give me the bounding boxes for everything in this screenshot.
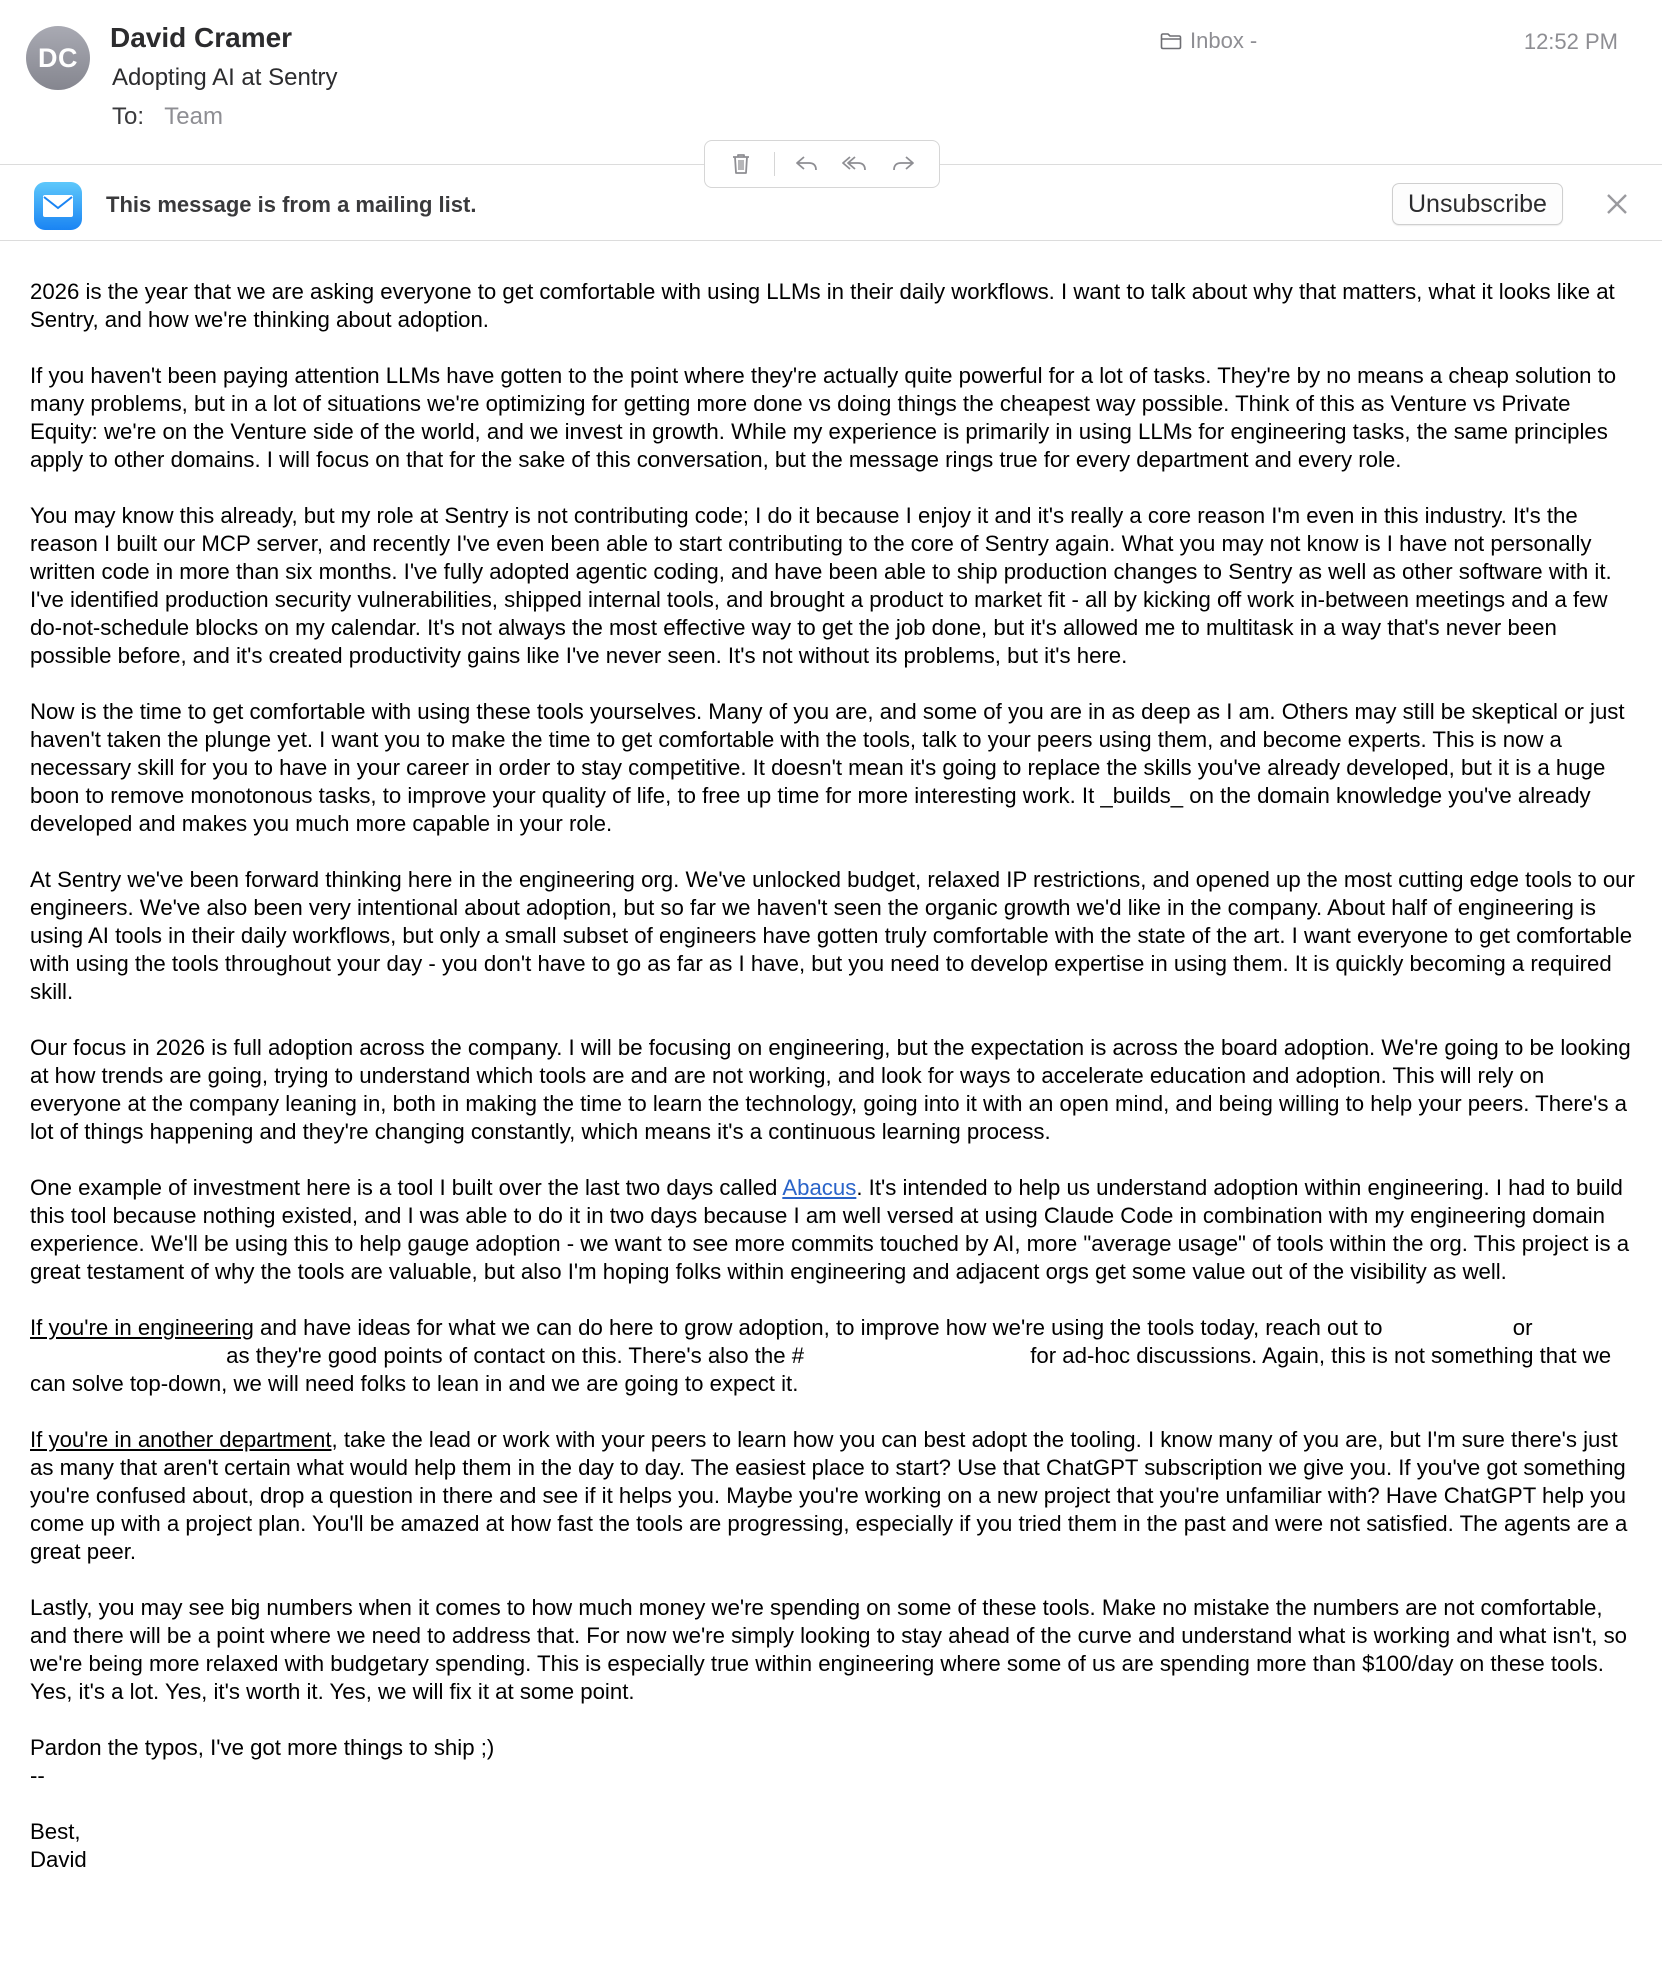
banner-divider [0,240,1662,241]
underlined-phrase: If you're in another department [30,1427,332,1452]
underlined-phrase: If you're in engineering [30,1315,254,1340]
redacted-contact [30,1347,220,1367]
toolbar-separator [774,152,775,176]
unsubscribe-button[interactable]: Unsubscribe [1392,183,1563,225]
recipient-line [112,103,223,131]
mail-app-icon [34,182,82,230]
body-paragraph [30,1174,1640,1286]
reply-all-icon [842,151,868,177]
reply-button[interactable] [792,149,822,179]
body-paragraph: Lastly, you may see big numbers when it comes to how much money we're spending on some of these tools. Make no mistake the numbers are not comfortable, and there will be a point where we need to address that. For now we're simply looking to stay ahead of the curve and understand what is working and what isn't, so we're being more relaxed with budgetary spending. This is especially true within engineering where some of us are spending more than $100/day on these tools. Yes, it's a lot. Yes, it's worth it. Yes, we will fix it at some point. [30,1595,1628,1704]
mailbox-indicator[interactable] [1160,28,1257,54]
body-paragraph: Now is the time to get comfortable with using these tools yourselves. Many of you are, and some of you are in as deep as I am. Others may still be skeptical or just haven't taken the plunge yet. I want you to make the time to get comfortable with the tools, talk to your peers using them, and become experts. This is now a necessary skill for you to have in your career in order to stay competitive. It doesn't mean it's going to replace the skills you've already developed, but it is a huge boon to remove monotonous tasks, to improve your quality of life, to free up time for more interesting work. It _builds_ on the domain knowledge you've already developed and makes you much more capable in your role. [30,699,1625,836]
forward-icon [890,151,916,177]
body-text-span: and have ideas for what we can do here to grow adoption, to improve how we're using the tools today, reach out to [253,1315,1389,1340]
signature-line: Pardon the typos, I've got more things to ship ;) [30,1735,495,1760]
received-time: 12:52 PM [1523,29,1618,54]
closing-block [30,1818,1640,1874]
body-text-span: as they're good points of contact on this. There's also the # [220,1343,805,1368]
folder-icon [1160,32,1182,50]
abacus-link[interactable]: Abacus [782,1175,857,1200]
body-text-span: for ad-hoc discussions. Again, this is not something that we can solve top-down, we will need folks to lean in and we are going to expect it. [30,1343,1612,1396]
delete-button[interactable] [726,149,756,179]
forward-button[interactable] [888,149,918,179]
signature-block [30,1734,1640,1790]
signature-separator: -- [30,1763,45,1788]
message-body [30,278,1640,1902]
body-paragraph: If you haven't been paying attention LLMs have gotten to the point where they're actually quite powerful for a lot of tasks. They're by no means a cheap solution to many problems, but in a lot of situations we're optimizing for getting more done vs doing things the cheapest way possible. Think of this as Venture vs Private Equity: we're on the Venture side of the world, and we invest in growth. While my experience is primarily in using LLMs for engineering tasks, the same principles apply to other domains. I will focus on that for the sake of this conversation, but the message rings true for every department and every role. [30,363,1617,472]
recipient-name[interactable]: Team [164,103,223,130]
body-text-span: . It's intended to help us understand adoption within engineering. I had to build this tool because nothing existed, and I was able to do it in two days because I am well versed at using Claude Code in combination with my engineering domain experience. We'll be using this to help gauge adoption - we want to see more commits touched by AI, more "average usage" of tools within the org. This project is a great testament of why the tools are valuable, but also I'm hoping folks within engineering and adjacent orgs get some value out of the visibility as well. [30,1175,1630,1284]
close-icon[interactable] [1604,191,1630,217]
message-toolbar [704,140,940,188]
body-paragraph: 2026 is the year that we are asking everyone to get comfortable with using LLMs in their daily workflows. I want to talk about why that matters, what it looks like at Sentry, and how we're thinking about adoption. [30,279,1615,332]
body-paragraph [30,1314,1640,1398]
closing-line: Best, [30,1819,81,1844]
body-paragraph: You may know this already, but my role at Sentry is not contributing code; I do it because I enjoy it and it's really a core reason I'm even in this industry. It's the reason I built our MCP server, and recently I've even been able to start contributing to the core of Sentry again. What you may not know is I have not personally written code in more than six months. I've fully adopted agentic coding, and have been able to ship production changes to Sentry as well as other software with it. I've identified production security vulnerabilities, shipped internal tools, and brought a product to market fit - all by kicking off work in-between meetings and a few do-not-schedule blocks on my calendar. It's not always the most effective way to get the job done, but it's allowed me to multitask in a way that's never been possible before, and it's created productivity gains like I've never seen. It's not without its problems, but it's here. [30,503,1612,668]
body-text-span: One example of investment here is a tool I built over the last two days called [30,1175,783,1200]
to-label: To: [112,103,145,130]
redacted-channel [804,1347,1024,1367]
redacted-contact [1389,1319,1507,1339]
mailing-list-notice: This message is from a mailing list. [106,192,477,217]
sender-avatar[interactable]: DC [26,26,90,90]
body-text-span: , take the lead or work with your peers to learn how you can best adopt the tooling. I know many of you are, but I'm sure there's just as many that aren't certain what would help them in the day to day. The easiest place to start? Use that ChatGPT subscription we give you. If you've got something you're confused about, drop a question in there and see if it helps you. Maybe you're working on a new project that you're unfamiliar with? Have ChatGPT help you come up with a project plan. You'll be amazed at how fast the tools are progressing, especially if you tried them in the past and were not satisfied. The agents are a great peer. [30,1427,1628,1564]
reply-icon [794,151,820,177]
message-subject: Adopting AI at Sentry [112,64,338,91]
reply-all-button[interactable] [840,149,870,179]
closing-name: David [30,1847,87,1872]
sender-name[interactable]: David Cramer [110,22,293,53]
trash-icon [728,151,754,177]
body-paragraph: Our focus in 2026 is full adoption across the company. I will be focusing on engineering, but the expectation is across the board adoption. We're going to be looking at how trends are going, trying to understand which tools are and are not working, and look for ways to accelerate education and adoption. This will rely on everyone at the company leaning in, both in making the time to learn the technology, going into it with an open mind, and being willing to help your peers. There's a lot of things happening and they're changing constantly, which means it's a continuous learning process. [30,1035,1631,1144]
body-text-span: or [1506,1315,1533,1340]
body-paragraph [30,1426,1640,1566]
body-paragraph: At Sentry we've been forward thinking here in the engineering org. We've unlocked budget, relaxed IP restrictions, and opened up the most cutting edge tools to our engineers. We've also been very intentional about adoption, but so far we haven't seen the organic growth we'd like in the company. About half of engineering is using AI tools in their daily workflows, but only a small subset of engineers have gotten truly comfortable with the state of the art. I want everyone to get comfortable with using the tools throughout your day - you don't have to go as far as I have, but you need to develop expertise in using them. It is quickly becoming a required skill. [30,867,1635,1004]
mailbox-name: Inbox - [1190,28,1258,53]
